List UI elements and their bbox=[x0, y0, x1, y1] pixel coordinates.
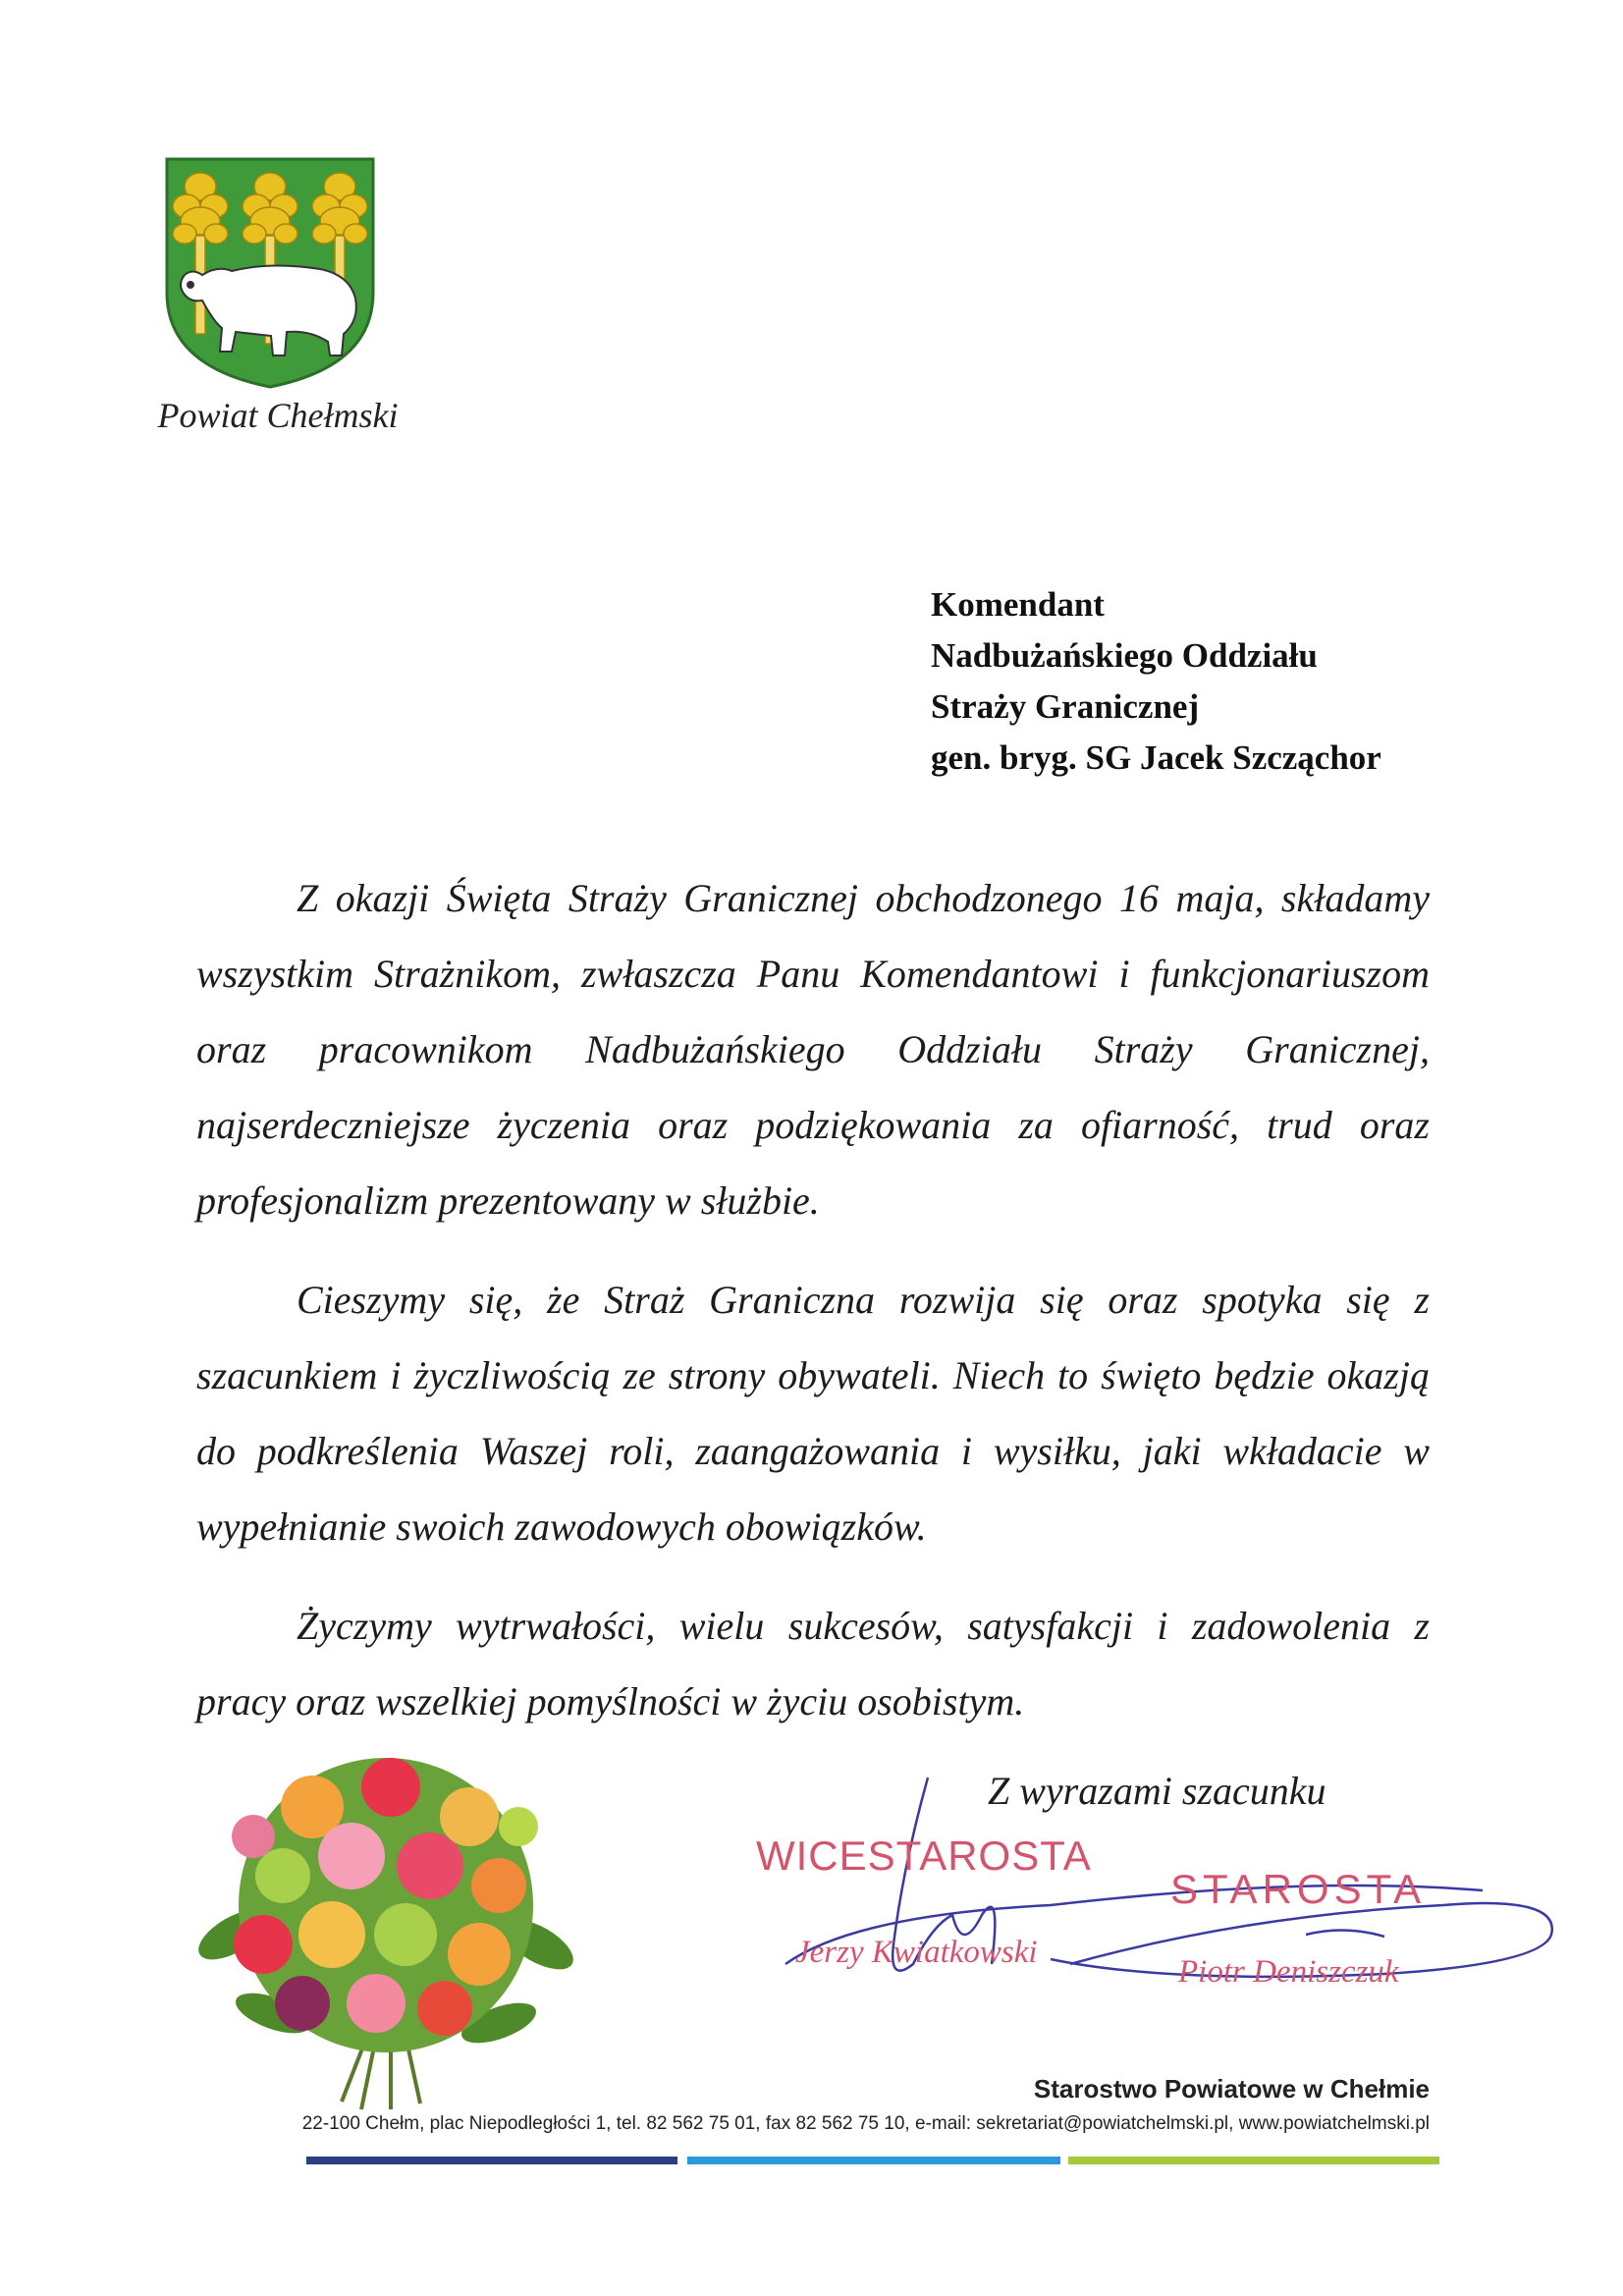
paragraph-1-text: Z okazji Święta Straży Granicznej obchodzonego 16 maja, składamy wszystkim Strażnikom, zwłaszcza Panu Komendantowi i funkcjonariuszom oraz pracownikom Nadbużańskiego Oddziału Straży Granicznej, najserdeczniejsze życzenia oraz podziękowania za ofiarność, trud oraz profesjonalizm prezentowany w służbie. bbox=[196, 876, 1430, 1223]
footer-bar-green bbox=[1068, 2157, 1439, 2164]
paragraph-2-text: Cieszymy się, że Straż Graniczna rozwija się oraz spotyka się z szacunkiem i życzliwością ze strony obywateli. Niech to święto będzie okazją do podkreślenia Waszej roli, zaangażowania i wysiłku, jaki wkładacie w wypełnianie swoich zawodowych obowiązków. bbox=[196, 1278, 1430, 1549]
handwritten-signatures bbox=[756, 1768, 1571, 2023]
footer-bar-blue bbox=[687, 2157, 1060, 2164]
recipient-block bbox=[931, 579, 1481, 784]
recipient-line-4: gen. bryg. SG Jacek Szcząchor bbox=[931, 738, 1381, 777]
paragraph-1 bbox=[196, 860, 1430, 1238]
org-name: Powiat Chełmski bbox=[157, 396, 399, 435]
starost-stamp-name: Piotr Deniszczuk bbox=[1178, 1954, 1399, 1990]
flower-bouquet-icon bbox=[194, 1738, 577, 2111]
recipient-line-2: Nadbużańskiego Oddziału bbox=[931, 636, 1318, 675]
vice-starost-stamp-title: WICESTAROSTA bbox=[756, 1832, 1092, 1879]
coat-of-arms-icon bbox=[163, 155, 377, 391]
recipient-line-3: Straży Granicznej bbox=[931, 687, 1200, 726]
letter-body bbox=[196, 860, 1430, 1763]
paragraph-3-text: Życzymy wytrwałości, wielu sukcesów, satysfakcji i zadowolenia z pracy oraz wszelkiej pomyślności w życiu osobistym. bbox=[196, 1604, 1430, 1723]
vice-starost-stamp-name: Jerzy Kwiatkowski bbox=[795, 1935, 1038, 1970]
footer-address: 22-100 Chełm, plac Niepodległości 1, tel. 82 562 75 01, fax 82 562 75 10, e-mail: sekretariat@powiatchelmski.pl, www.powiatchelmski.pl bbox=[301, 2113, 1430, 2134]
recipient-line-1: Komendant bbox=[931, 585, 1105, 624]
closing-line: Z wyrazami szacunku bbox=[988, 1769, 1326, 1813]
footer-bar-navy bbox=[306, 2157, 677, 2164]
footer-office-name: Starostwo Powiatowe w Chełmie bbox=[1033, 2074, 1430, 2104]
starost-stamp-title: STAROSTA bbox=[1170, 1866, 1427, 1912]
paragraph-2 bbox=[196, 1262, 1430, 1564]
paragraph-3 bbox=[196, 1588, 1430, 1739]
